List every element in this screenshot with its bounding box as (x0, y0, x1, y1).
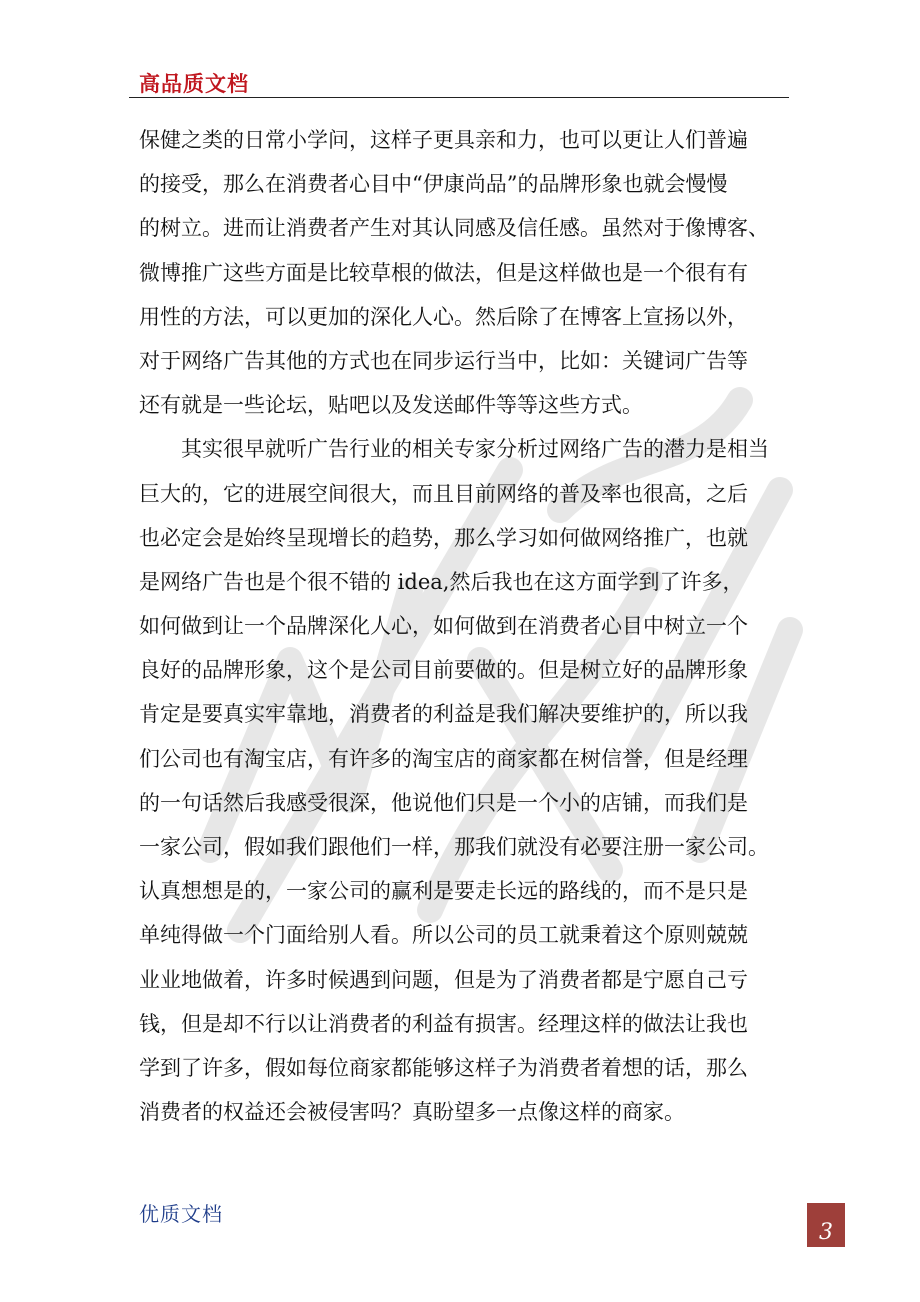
header-title: 高品质文档 (139, 72, 249, 96)
body-line: 的树立。进而让消费者产生对其认同感及信任感。虽然对于像博客、 (139, 216, 769, 241)
body-line: 是网络广告也是个很不错的 idea,然后我也在这方面学到了许多， (139, 569, 744, 594)
body-line: 们公司也有淘宝店，有许多的淘宝店的商家都在树信誉，但是经理 (139, 746, 748, 771)
body-line: 其实很早就听广告行业的相关专家分析过网络广告的潜力是相当 (139, 437, 769, 462)
body-line: 良好的品牌形象，这个是公司目前要做的。但是树立好的品牌形象 (139, 658, 748, 683)
body-line: 的一句话然后我感受很深，他说他们只是一个小的店铺，而我们是 (139, 790, 748, 815)
page-number-badge (807, 1203, 845, 1247)
body-line: 学到了许多，假如每位商家都能够这样子为消费者着想的话，那么 (139, 1055, 748, 1080)
body-line: 用性的方法，可以更加的深化人心。然后除了在博客上宣扬以外， (139, 304, 748, 329)
page-number: 3 (819, 1220, 833, 1245)
body-line: 认真想想是的，一家公司的赢利是要走长远的路线的，而不是只是 (139, 879, 748, 904)
body-line: 也必定会是始终呈现增长的趋势，那么学习如何做网络推广，也就 (139, 525, 748, 550)
body-line: 如何做到让一个品牌深化人心，如何做到在消费者心目中树立一个 (139, 614, 748, 639)
body-line: 钱，但是却不行以让消费者的利益有损害。经理这样的做法让我也 (139, 1011, 748, 1036)
body-line: 保健之类的日常小学问，这样子更具亲和力，也可以更让人们普遍 (139, 128, 748, 152)
body-line: 肯定是要真实牢靠地，消费者的利益是我们解决要维护的，所以我 (139, 702, 748, 727)
body-line: 业业地做着，许多时候遇到问题，但是为了消费者都是宁愿自己亏 (139, 967, 748, 992)
footer-title: 优质文档 (139, 1202, 223, 1226)
body-line: 的接受，那么在消费者心目中“伊康尚品”的品牌形象也就会慢慢 (139, 172, 728, 197)
body-line: 消费者的权益还会被侵害吗？真盼望多一点像这样的商家。 (139, 1100, 685, 1125)
body-line: 对于网络广告其他的方式也在同步运行当中，比如：关键词广告等 (139, 348, 748, 373)
header-divider (129, 97, 789, 98)
body-line: 微博推广这些方面是比较草根的做法，但是这样做也是一个很有有 (139, 260, 748, 285)
body-text (139, 118, 799, 1134)
body-line: 单纯得做一个门面给别人看。所以公司的员工就秉着这个原则兢兢 (139, 923, 748, 948)
body-line: 巨大的，它的进展空间很大，而且目前网络的普及率也很高，之后 (139, 481, 748, 506)
body-line: 一家公司，假如我们跟他们一样，那我们就没有必要注册一家公司。 (139, 835, 769, 859)
body-line: 还有就是一些论坛，贴吧以及发送邮件等等这些方式。 (139, 393, 643, 418)
